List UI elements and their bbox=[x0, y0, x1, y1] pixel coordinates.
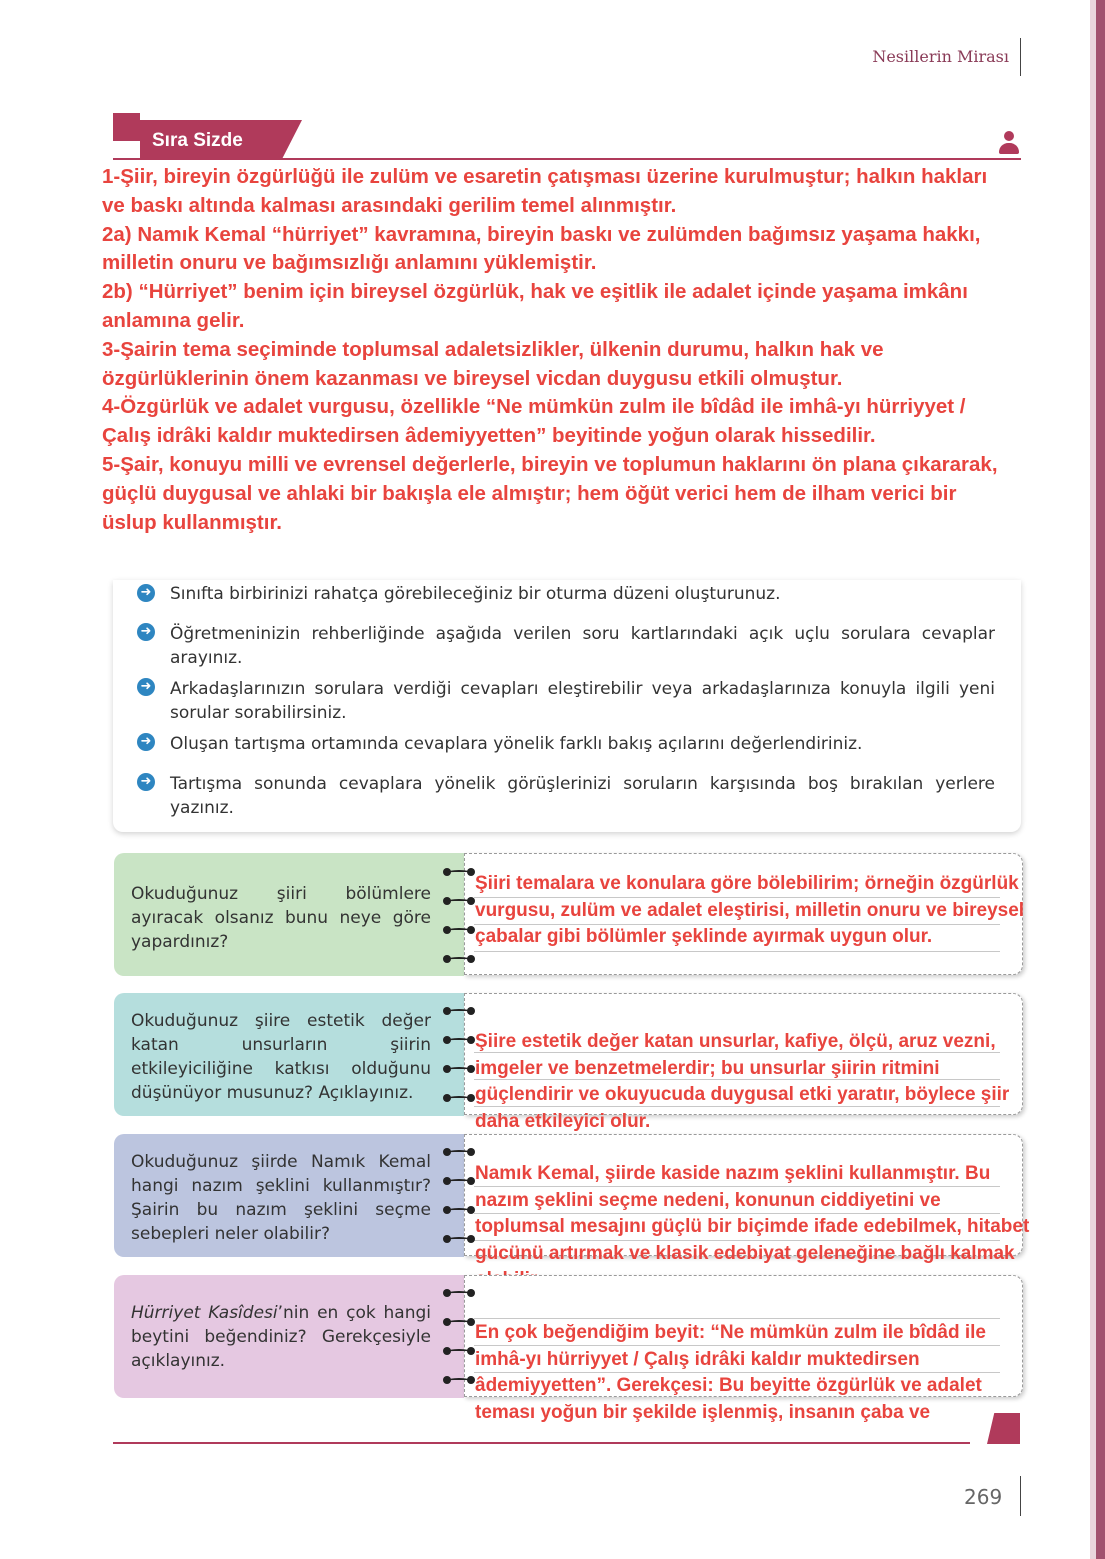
footer-rule bbox=[113, 1442, 970, 1444]
spiral-ring bbox=[443, 1206, 473, 1215]
section-title: Sıra Sizde bbox=[152, 130, 243, 151]
spiral-ring bbox=[443, 1094, 473, 1103]
answer-3: 3-Şairin tema seçiminde toplumsal adaletsizlikler, ülkenin durumu, halkın hak ve özgürlüklerinin önem kazanması ve bireysel vicdan duygusu etkili olmuştur. bbox=[102, 337, 884, 390]
page-number-divider bbox=[1020, 1476, 1021, 1516]
question-text: Okuduğunuz şiirde Namık Kemal hangi nazım şeklini kullanmıştır? Şairin bu nazım şeklini seçme sebepleri neler olabilir? bbox=[131, 1152, 431, 1244]
instruction-item: Tartışma sonunda cevaplara yönelik görüşlerinizi soruların karşısında boş bırakılan yerlere yazınız. bbox=[170, 774, 995, 818]
answer-5: 5-Şair, konuyu milli ve evrensel değerlerle, bireyin ve toplumun haklarını ön plana çıkararak, güçlü duygusal ve ahlaki bir bakışla ele almıştır; hem öğüt verici hem de ilham verici bir üslup kullanmıştır. bbox=[102, 452, 998, 534]
spiral-ring bbox=[443, 926, 473, 935]
poem-title: Hürriyet Kasîdesi bbox=[131, 1303, 278, 1323]
spiral-ring bbox=[443, 1007, 473, 1016]
instruction-item: Arkadaşlarınızın sorulara verdiği cevapları eleştirebilir veya arkadaşlarınıza konuyla ilgili yeni sorular sorabilirsiniz. bbox=[170, 679, 995, 723]
arrow-bullet-icon: ➜ bbox=[137, 733, 155, 751]
question-text bbox=[131, 1301, 431, 1373]
answer-line bbox=[474, 1318, 1000, 1319]
spiral-ring bbox=[443, 868, 473, 877]
arrow-bullet-icon: ➜ bbox=[137, 678, 155, 696]
arrow-bullet-icon: ➜ bbox=[137, 584, 155, 602]
answer-text: Namık Kemal, şiirde kaside nazım şeklini kullanmıştır. Bu nazım şeklini seçme nedeni, konunun ciddiyetini ve toplumsal mesajını güçlü bir biçimde ifade edebilmek, hitabet gücünü artırmak ve klasik edebiyat geleneğine bağlı kalmak bbox=[475, 1163, 1030, 1264]
answer-2b: 2b) “Hürriyet” benim için bireysel özgürlük, hak ve eşitlik ile adalet içinde yaşama imkânı anlamına gelir. bbox=[102, 280, 968, 332]
answer-line bbox=[474, 951, 1000, 952]
page-number: 269 bbox=[964, 1485, 1003, 1509]
arrow-bullet-icon: ➜ bbox=[137, 773, 155, 791]
spiral-ring bbox=[443, 1177, 473, 1186]
person-icon bbox=[998, 131, 1020, 155]
spiral-ring bbox=[443, 1065, 473, 1074]
running-title: Nesillerin Mirası bbox=[872, 47, 1009, 66]
question-text: Okuduğunuz şiire estetik değer katan unsurların şiirin etkileyiciliğine katkısı olduğunu düşünüyor musunuz? Açıklayınız. bbox=[131, 1011, 431, 1103]
spiral-ring bbox=[443, 1318, 473, 1327]
answer-4: 4-Özgürlük ve adalet vurgusu, özellikle “Ne mümkün zulm ile bîdâd ile imhâ-yı hürriyyet / Çalış idrâki kaldır muktedirsen âdemiyyetten” beyitinde yoğun olarak hissedilir. bbox=[102, 395, 966, 448]
answer-text: Şiire estetik değer katan unsurlar, kafiye, ölçü, aruz vezni, imgeler ve benzetmelerdir; bu unsurlar şiirin ritmini güçlendirir ve okuyucuda duygusal etki yaratır, böylece şiir daha etkileyici olur. bbox=[475, 1031, 1010, 1132]
question-rest: ’nin en çok hangi beytini beğendiniz? Gerekçesiyle açıklayınız. bbox=[131, 1303, 432, 1371]
answer-2a: 2a) Namık Kemal “hürriyet” kavramına, bireyin baskı ve zulümden bağımsız yaşama hakkı, milletin onuru ve bağımsızlığı anlamını yüklemiştir. bbox=[102, 222, 981, 275]
question-text: Okuduğunuz şiiri bölümlere ayıracak olsanız bunu neye göre yapardınız? bbox=[131, 884, 431, 952]
header-divider bbox=[1020, 38, 1021, 76]
section-flag bbox=[113, 113, 140, 141]
instruction-item: Öğretmeninizin rehberliğinde aşağıda verilen soru kartlarındaki açık uçlu sorulara cevaplar arayınız. bbox=[170, 624, 995, 668]
answer-block bbox=[102, 163, 1002, 537]
spiral-ring bbox=[443, 1347, 473, 1356]
spiral-ring bbox=[443, 1289, 473, 1298]
spiral-ring bbox=[443, 955, 473, 964]
spiral-ring bbox=[443, 1235, 473, 1244]
arrow-bullet-icon: ➜ bbox=[137, 623, 155, 641]
spiral-ring bbox=[443, 897, 473, 906]
spiral-ring bbox=[443, 1148, 473, 1157]
page-edge-bar bbox=[1096, 0, 1105, 1559]
spiral-ring bbox=[443, 1376, 473, 1385]
answer-1: 1-Şiir, bireyin özgürlüğü ile zulüm ve esaretin çatışması üzerine kurulmuştur; halkın hakları ve baskı altında kalması arasındaki gerilim temel alınmıştır. bbox=[102, 165, 988, 217]
instruction-item: Sınıfta birbirinizi rahatça görebileceğiniz bir oturma düzeni oluşturunuz. bbox=[170, 584, 781, 604]
answer-text: Şiiri temalara ve konulara göre bölebilirim; örneğin özgürlük vurgusu, zulüm ve adalet eleştirisi, milletin onuru ve bireysel çabalar gibi bölümler şeklinde ayırmak uygun olur. bbox=[475, 873, 1025, 947]
instruction-item: Oluşan tartışma ortamında cevaplara yönelik farklı bakış açılarını değerlendiriniz. bbox=[170, 734, 863, 754]
answer-text: En çok beğendiğim beyit: “Ne mümkün zulm ile bîdâd ile imhâ-yı hürriyyet / Çalış idrâki kaldır muktedirsen âdemiyyetten”. Gerekçesi: Bu beyitte özgürlük ve adalet teması yoğun bir şekilde işlenmiş, insanın çaba ve bbox=[475, 1322, 986, 1423]
section-rule bbox=[113, 158, 1021, 160]
spiral-ring bbox=[443, 1036, 473, 1045]
